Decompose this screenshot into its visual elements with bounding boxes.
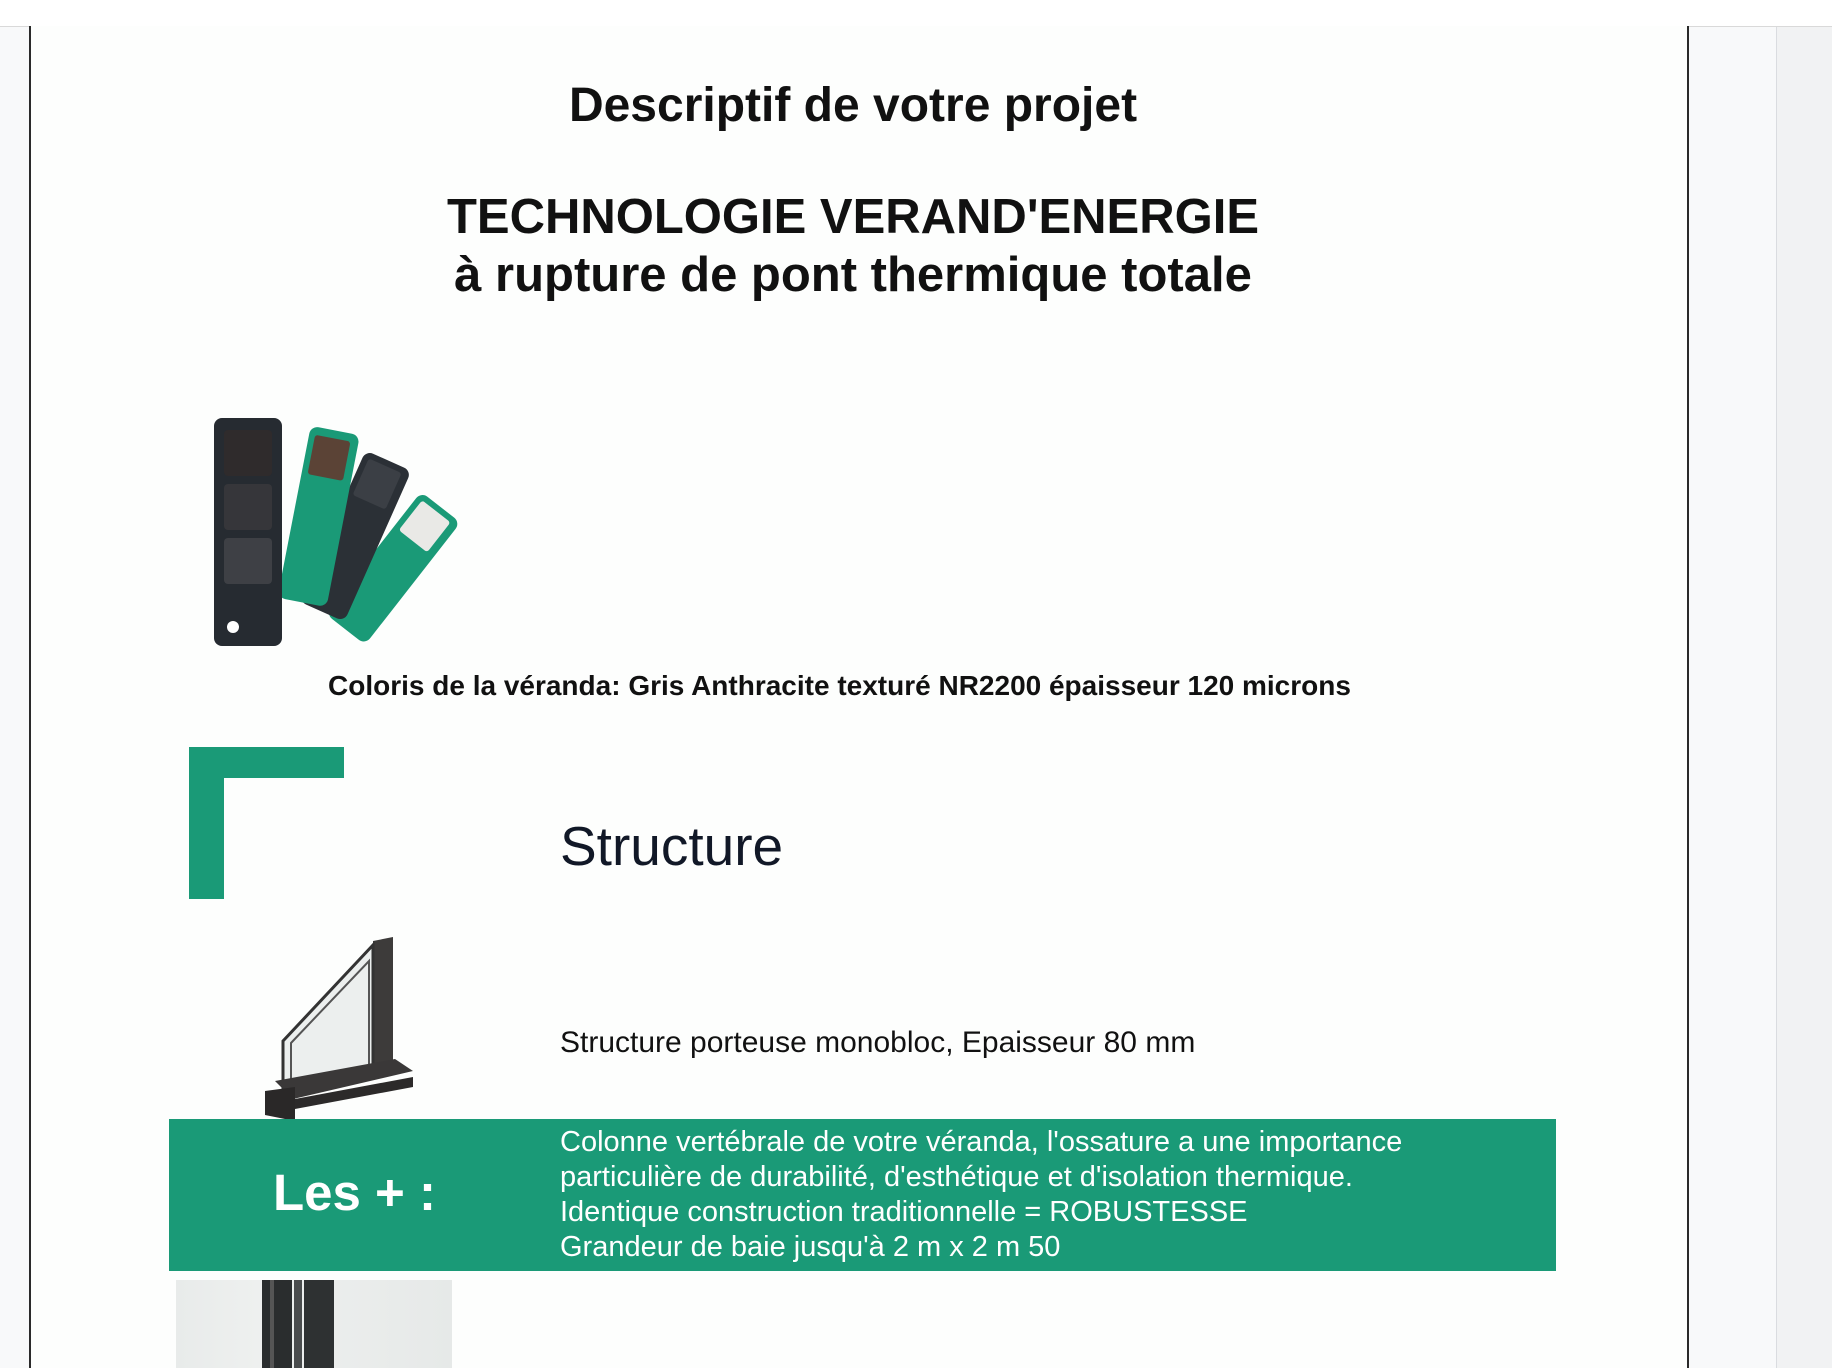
technology-subtitle: à rupture de pont thermique totale <box>454 248 1252 302</box>
viewer-scrollbar[interactable] <box>1776 27 1832 1368</box>
advantage-line: Colonne vertébrale de votre véranda, l'ossature a une importance <box>560 1126 1403 1158</box>
advantages-banner <box>169 1119 1556 1271</box>
color-caption: Coloris de la véranda: Gris Anthracite texturé NR2200 épaisseur 120 microns <box>328 670 1351 701</box>
document-title: Descriptif de votre projet <box>568 79 1138 132</box>
advantage-line: Identique construction traditionnelle = ROBUSTESSE <box>560 1196 1248 1228</box>
section-title-structure: Structure <box>560 815 784 877</box>
corner-bracket-icon <box>186 744 346 904</box>
advantage-line: Grandeur de baie jusqu'à 2 m x 2 m 50 <box>560 1231 1061 1263</box>
structure-description: Structure porteuse monobloc, Epaisseur 80 mm <box>560 1026 1196 1059</box>
document-page <box>29 26 1689 1368</box>
technology-title: TECHNOLOGIE VERAND'ENERGIE <box>446 190 1260 244</box>
window-profile-icon <box>255 931 425 1121</box>
product-photo <box>176 1280 452 1368</box>
advantages-label: Les + : <box>273 1164 436 1221</box>
viewer-toolbar <box>0 0 1832 27</box>
profile-photo-icon <box>176 1280 452 1368</box>
advantages-list <box>560 1125 1402 1265</box>
advantage-line: particulière de durabilité, d'esthétique et d'isolation thermique. <box>560 1161 1353 1193</box>
color-swatch-fan-icon <box>214 388 484 658</box>
